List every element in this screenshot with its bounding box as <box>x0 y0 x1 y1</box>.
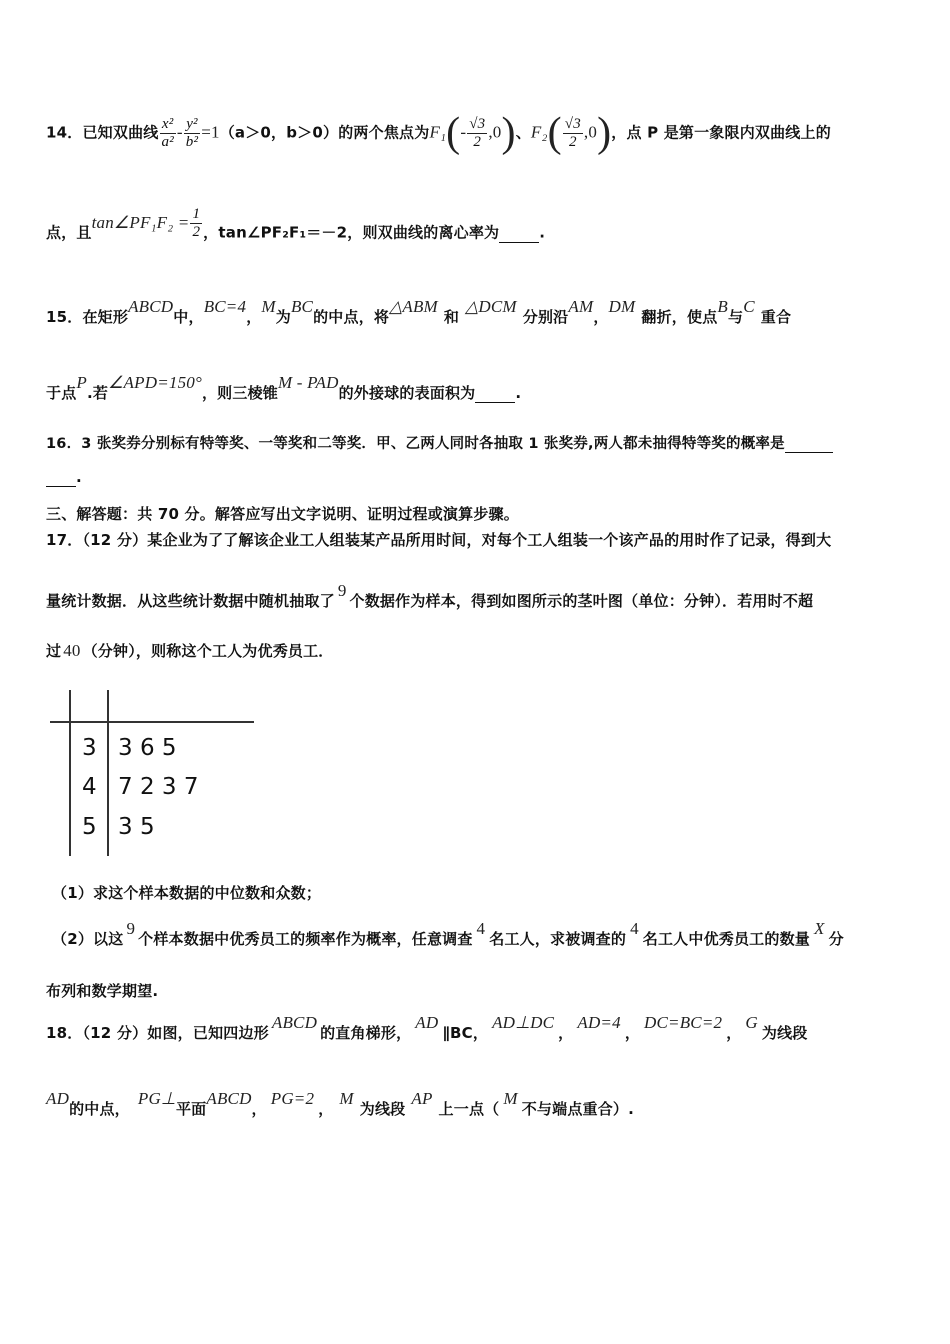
q15-line2-text-2: .若 <box>87 384 109 402</box>
paren-open-icon: ( <box>547 110 562 156</box>
math-dc-bc: DC=BC=2 <box>644 1013 723 1032</box>
separator: 、 <box>515 123 531 142</box>
q17-part2-text-3: 名工人，求被调查的 <box>489 930 627 948</box>
q16-line1 <box>46 432 833 453</box>
math-x: X <box>813 919 825 938</box>
q15-number: 15． <box>46 308 83 326</box>
frac-num: √3 <box>469 116 486 132</box>
q14-line2-text-1: 点，且 <box>46 223 92 242</box>
period: . <box>515 384 522 402</box>
q15-text-7: 翻折，使点 <box>641 308 718 326</box>
period: . <box>76 468 82 486</box>
frac-y2-b2 <box>184 116 200 150</box>
math-abcd: ABCD <box>206 1089 252 1108</box>
comma: ， <box>593 308 609 326</box>
q14-text-1: 已知双曲线 <box>82 123 159 142</box>
comma: ， <box>558 1024 574 1042</box>
q16-text: 16．3 张奖券分别标有特等奖、一等奖和二等奖．甲、乙两人同时各抽取 1 张奖券,两人都未抽得特等奖的概率是 <box>46 436 785 452</box>
math-m: M <box>503 1089 518 1108</box>
q17-part2-line2 <box>46 980 158 1001</box>
section-3-heading <box>46 503 519 524</box>
focus-f1: F₁ <box>429 122 447 142</box>
math-p: P <box>76 373 87 392</box>
math-pg2: PG=2 <box>270 1089 315 1108</box>
q18-text-2: 的直角梯形， <box>320 1024 412 1042</box>
math-ad-perp-dc: AD⊥DC <box>492 1013 555 1032</box>
math-abcd: ABCD <box>128 297 174 316</box>
frac-den: 2 <box>473 133 482 150</box>
answer-blank-continued <box>46 468 76 487</box>
answer-blank <box>499 224 539 243</box>
equals-one: =1 <box>201 122 220 142</box>
period: . <box>539 223 546 242</box>
q18-line2-text-2: 平面 <box>175 1100 207 1118</box>
frac-num: 1 <box>192 206 201 222</box>
math-four: 4 <box>630 919 639 938</box>
frac-sqrt3-2 <box>467 116 487 150</box>
stem-leaf-svg <box>46 686 266 862</box>
q18-line2-text-5: 不与端点重合）. <box>521 1100 635 1118</box>
q15-line2-text-3: ，则三棱锥 <box>201 384 278 402</box>
math-nine: 9 <box>126 919 136 938</box>
math-m: M <box>339 1089 354 1108</box>
comma: ， <box>726 1024 742 1042</box>
math-pg-perp: PG⊥ <box>137 1089 176 1108</box>
tan-expression: tan∠PF₁F₂ = <box>91 212 190 232</box>
comma: ， <box>251 1100 267 1118</box>
math-four: 4 <box>476 919 486 938</box>
q14-line1 <box>46 112 831 154</box>
math-abcd: ABCD <box>271 1013 318 1032</box>
frac-x2-a2 <box>160 116 176 150</box>
frac-half <box>190 206 202 240</box>
answer-blank <box>785 436 833 453</box>
q17-part2-line1 <box>52 919 844 949</box>
q17-line3-text-2: （分钟），则称这个工人为优秀员工． <box>82 642 334 660</box>
math-angle-apd: ∠APD=150° <box>108 373 202 392</box>
stem-value-row-2: 4 <box>82 774 97 800</box>
q17-line2-text-2: 个数据作为样本，得到如图所示的茎叶图（单位：分钟）．若用时不超 <box>349 592 814 610</box>
q17-part2-text-1: （2）以这 <box>52 930 124 948</box>
math-dm: DM <box>608 297 636 316</box>
q17-text-1: 17．（12 分）某企业为了了解该企业工人组装某产品所用时间，对每个工人组装一个该产品的用时作了记录，得到大 <box>46 531 832 549</box>
math-ap: AP <box>411 1089 433 1108</box>
math-abm: △ABM <box>389 297 438 316</box>
q15-text-4: 的中点，将 <box>313 308 390 326</box>
answer-blank <box>475 384 515 403</box>
q17-line2-text-1: 量统计数据．从这些统计数据中随机抽取了 <box>46 592 335 610</box>
comma: ， <box>624 1024 641 1042</box>
q15-text-3: 为 <box>275 308 291 326</box>
paren-close-icon: ) <box>501 110 516 156</box>
q17-part2-text-6: 布列和数学期望. <box>46 982 159 1000</box>
q18-text-3: ∥BC， <box>442 1024 489 1042</box>
q18-line2-text-4: 上一点（ <box>438 1100 500 1118</box>
math-nine: 9 <box>337 581 347 600</box>
minus-sign: - <box>176 122 183 142</box>
q18-line2 <box>46 1089 635 1119</box>
math-ad4: AD=4 <box>577 1013 621 1032</box>
section-3-text: 三、解答题：共 70 分。解答应写出文字说明、证明过程或演算步骤。 <box>46 505 519 523</box>
math-forty: 40 <box>63 641 81 660</box>
q17-line3 <box>46 640 334 661</box>
q15-text-2: 中， <box>173 308 204 326</box>
q17-part1 <box>52 882 321 903</box>
paren-open-icon: ( <box>446 110 461 156</box>
q17-line2 <box>46 581 814 611</box>
q15-text-6: 分别沿 <box>522 308 569 326</box>
q15-line2-text-4: 的外接球的表面积为 <box>338 384 476 402</box>
paren-close-icon: ) <box>597 110 612 156</box>
q17-line1 <box>46 529 831 550</box>
comma: ， <box>246 308 262 326</box>
q15-line2 <box>46 373 522 403</box>
stem-value-row-3: 5 <box>82 814 97 840</box>
q14-line2-text-2: ，tan∠PF₂F₁＝－2，则双曲线的离心率为 <box>203 223 500 242</box>
q15-text-5: 和 <box>443 308 460 326</box>
q15-text-1: 在矩形 <box>82 308 129 326</box>
frac-den: 2 <box>192 223 201 240</box>
q18-text-4: 为线段 <box>761 1024 808 1042</box>
q17-part2-text-4: 名工人中优秀员工的数量 <box>642 930 810 948</box>
math-ad: AD <box>415 1013 439 1032</box>
leaf-values-row-3: 3 5 <box>118 814 155 840</box>
math-am: AM <box>568 297 594 316</box>
frac-num: x² <box>160 116 176 134</box>
math-dcm: △DCM <box>465 297 517 316</box>
math-mpad: M - PAD <box>277 373 339 392</box>
q17-part2-text-5: 分 <box>828 930 844 948</box>
math-m: M <box>261 297 276 316</box>
q14-line2 <box>46 206 546 250</box>
frac-num: √3 <box>564 116 581 132</box>
q18-line2-text-1: 的中点， <box>69 1100 130 1118</box>
math-bc4: BC=4 <box>203 297 247 316</box>
math-bc: BC <box>290 297 314 316</box>
q17-part1-text: （1）求这个样本数据的中位数和众数； <box>52 884 322 902</box>
math-b: B <box>717 297 728 316</box>
q15-text-9: 重合 <box>760 308 792 326</box>
q17-line3-text-1: 过 <box>46 642 62 660</box>
q14-number: 14． <box>46 123 83 142</box>
coord-zero: ,0 <box>488 122 502 142</box>
q16-line2 <box>46 468 82 487</box>
q14-condition: （a＞0，b＞0） <box>219 123 339 142</box>
q18-line2-text-3: 为线段 <box>359 1100 406 1118</box>
frac-num: y² <box>184 116 200 134</box>
stem-leaf-plot <box>46 686 266 862</box>
q15-line2-text-1: 于点 <box>46 384 77 402</box>
q18-line1 <box>46 1013 808 1043</box>
leaf-values-row-1: 3 6 5 <box>118 735 177 761</box>
frac-den: a² <box>161 133 174 150</box>
math-g: G <box>745 1013 758 1032</box>
q14-text-3: ，点 P 是第一象限内双曲线上的 <box>611 123 831 142</box>
frac-den: 2 <box>569 133 577 150</box>
stem-value-row-1: 3 <box>82 735 97 761</box>
frac-sqrt3-2 <box>563 116 583 150</box>
frac-den: b² <box>185 133 199 150</box>
q17-part2-text-2: 个样本数据中优秀员工的频率作为概率，任意调查 <box>138 930 473 948</box>
leaf-values-row-2: 7 2 3 7 <box>118 774 199 800</box>
coord-zero: ,0 <box>583 122 598 142</box>
minus-sign: - <box>460 122 467 142</box>
q15-line1 <box>46 297 792 327</box>
q15-text-8: 与 <box>728 308 744 326</box>
q18-text-1: 18．（12 分）如图，已知四边形 <box>46 1024 269 1042</box>
comma: ， <box>318 1100 334 1118</box>
math-ad: AD <box>46 1089 70 1108</box>
focus-f2: F₂ <box>530 122 548 142</box>
q14-text-2: 的两个焦点为 <box>338 123 430 142</box>
math-c: C <box>743 297 755 316</box>
